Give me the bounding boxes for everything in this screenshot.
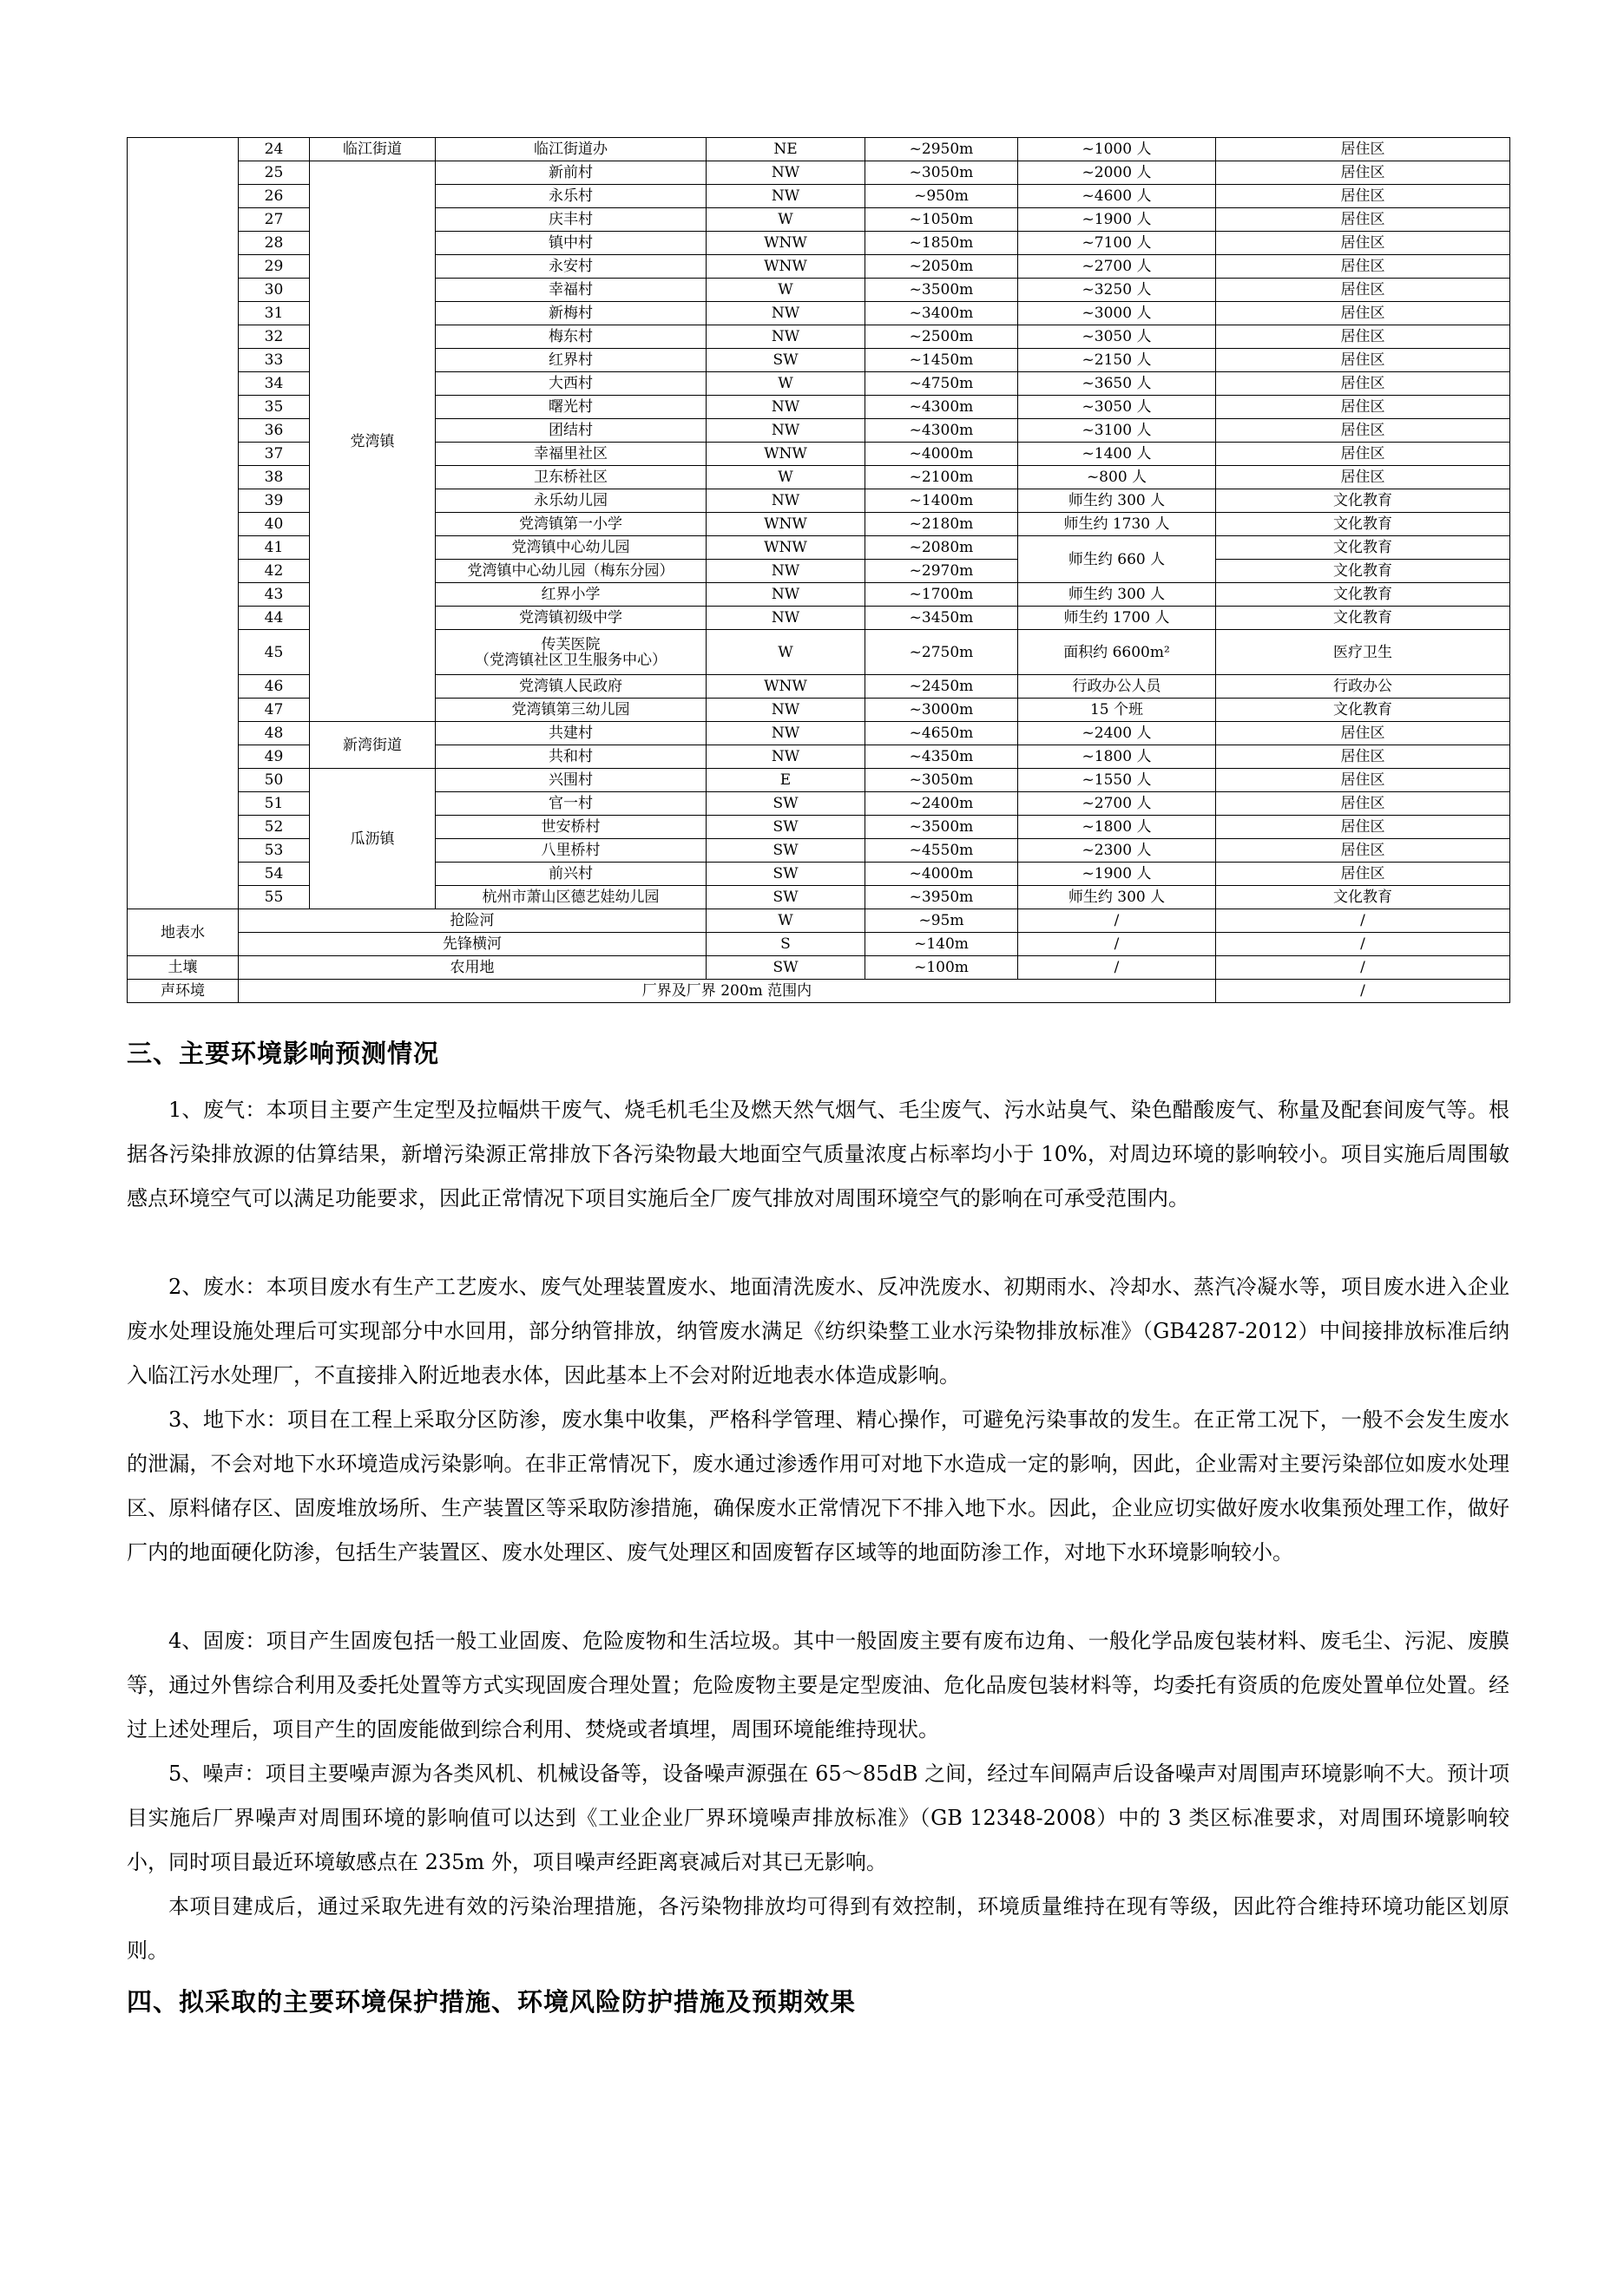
distance-cell: ~2400m: [865, 792, 1018, 816]
function-cell: 居住区: [1216, 722, 1510, 745]
distance-cell: ~1450m: [865, 349, 1018, 372]
row-number-cell: 51: [239, 792, 310, 816]
function-cell: 居住区: [1216, 769, 1510, 792]
scale-cell: ~2700 人: [1018, 792, 1216, 816]
function-cell: 行政办公: [1216, 675, 1510, 699]
point-name-cell: 红界村: [436, 349, 707, 372]
scale-cell: ~3000 人: [1018, 302, 1216, 325]
row-number-cell: 44: [239, 607, 310, 630]
distance-cell: ~4550m: [865, 839, 1018, 863]
distance-cell: ~100m: [865, 956, 1018, 980]
point-name-cell: 八里桥村: [436, 839, 707, 863]
point-name-cell: 先锋横河: [239, 933, 707, 956]
point-name-cell: [436, 630, 707, 675]
direction-cell: NW: [707, 325, 865, 349]
point-name-cell: 农用地: [239, 956, 707, 980]
direction-cell: NW: [707, 161, 865, 185]
scale-cell: ~1400 人: [1018, 443, 1216, 466]
row-number-cell: 48: [239, 722, 310, 745]
direction-cell: NW: [707, 699, 865, 722]
row-number-cell: 32: [239, 325, 310, 349]
function-cell: /: [1216, 909, 1510, 933]
point-name-cell: 梅东村: [436, 325, 707, 349]
distance-cell: ~140m: [865, 933, 1018, 956]
function-cell: 居住区: [1216, 443, 1510, 466]
function-cell: 居住区: [1216, 232, 1510, 255]
distance-cell: ~2050m: [865, 255, 1018, 279]
row-number-cell: 47: [239, 699, 310, 722]
point-name-cell: 党湾镇人民政府: [436, 675, 707, 699]
town-cell: 新湾街道: [310, 722, 436, 769]
point-name-line: （党湾镇社区卫生服务中心）: [475, 651, 667, 669]
distance-cell: ~4750m: [865, 372, 1018, 396]
function-cell: 居住区: [1216, 745, 1510, 769]
point-name-line: 传芙医院: [541, 635, 601, 653]
point-name-cell: 党湾镇第三幼儿园: [436, 699, 707, 722]
direction-cell: SW: [707, 886, 865, 909]
scale-cell: ~3050 人: [1018, 325, 1216, 349]
function-cell: 居住区: [1216, 161, 1510, 185]
row-number-cell: 49: [239, 745, 310, 769]
direction-cell: W: [707, 279, 865, 302]
table-row: [128, 909, 1510, 933]
point-name-cell: 党湾镇第一小学: [436, 513, 707, 536]
row-number-cell: 37: [239, 443, 310, 466]
distance-cell: ~2500m: [865, 325, 1018, 349]
direction-cell: NE: [707, 138, 865, 161]
row-number-cell: 26: [239, 185, 310, 208]
function-cell: 居住区: [1216, 863, 1510, 886]
scale-cell: /: [1018, 933, 1216, 956]
row-number-cell: 43: [239, 583, 310, 607]
function-cell: 居住区: [1216, 372, 1510, 396]
table-row: [128, 722, 1510, 745]
point-name-cell: 庆丰村: [436, 208, 707, 232]
distance-cell: ~950m: [865, 185, 1018, 208]
point-name-cell: 前兴村: [436, 863, 707, 886]
direction-cell: NW: [707, 302, 865, 325]
point-name-cell: 红界小学: [436, 583, 707, 607]
point-name-cell: 抢险河: [239, 909, 707, 933]
function-cell: 居住区: [1216, 302, 1510, 325]
scale-cell: ~800 人: [1018, 466, 1216, 489]
direction-cell: S: [707, 933, 865, 956]
distance-cell: ~1400m: [865, 489, 1018, 513]
sensitive-points-table: [127, 137, 1510, 1003]
point-name-cell: 团结村: [436, 419, 707, 443]
point-name-cell: 永乐村: [436, 185, 707, 208]
direction-cell: SW: [707, 349, 865, 372]
distance-cell: ~4300m: [865, 419, 1018, 443]
distance-cell: ~3050m: [865, 161, 1018, 185]
direction-cell: NW: [707, 722, 865, 745]
direction-cell: NW: [707, 419, 865, 443]
row-number-cell: 30: [239, 279, 310, 302]
row-number-cell: 28: [239, 232, 310, 255]
function-cell: 文化教育: [1216, 560, 1510, 583]
table-body: [128, 138, 1510, 1003]
row-number-cell: 42: [239, 560, 310, 583]
point-name-cell: 幸福里社区: [436, 443, 707, 466]
scale-cell: ~3100 人: [1018, 419, 1216, 443]
distance-cell: ~1850m: [865, 232, 1018, 255]
direction-cell: WNW: [707, 232, 865, 255]
distance-cell: ~4650m: [865, 722, 1018, 745]
distance-cell: ~3500m: [865, 816, 1018, 839]
row-number-cell: 45: [239, 630, 310, 675]
table-row: [128, 138, 1510, 161]
direction-cell: SW: [707, 956, 865, 980]
table-row: [128, 980, 1510, 1003]
direction-cell: NW: [707, 396, 865, 419]
function-cell: 居住区: [1216, 255, 1510, 279]
row-number-cell: 25: [239, 161, 310, 185]
direction-cell: E: [707, 769, 865, 792]
direction-cell: NW: [707, 489, 865, 513]
direction-cell: NW: [707, 560, 865, 583]
function-cell: 医疗卫生: [1216, 630, 1510, 675]
section-3-heading: 三、主要环境影响预测情况: [127, 1039, 440, 1068]
row-number-cell: 24: [239, 138, 310, 161]
scale-cell: ~7100 人: [1018, 232, 1216, 255]
function-cell: 文化教育: [1216, 583, 1510, 607]
scale-cell: ~2000 人: [1018, 161, 1216, 185]
row-number-cell: 36: [239, 419, 310, 443]
row-number-cell: 41: [239, 536, 310, 560]
distance-cell: ~2180m: [865, 513, 1018, 536]
row-number-cell: 31: [239, 302, 310, 325]
category-cell: 地表水: [128, 909, 239, 956]
point-name-cell: 卫东桥社区: [436, 466, 707, 489]
row-number-cell: 40: [239, 513, 310, 536]
row-number-cell: 35: [239, 396, 310, 419]
direction-cell: NW: [707, 583, 865, 607]
direction-cell: WNW: [707, 513, 865, 536]
direction-cell: WNW: [707, 443, 865, 466]
scale-cell: ~3650 人: [1018, 372, 1216, 396]
direction-cell: WNW: [707, 255, 865, 279]
scale-cell: 面积约 6600m²: [1018, 630, 1216, 675]
function-cell: 文化教育: [1216, 699, 1510, 722]
distance-cell: ~2950m: [865, 138, 1018, 161]
scale-cell: 15 个班: [1018, 699, 1216, 722]
row-number-cell: 55: [239, 886, 310, 909]
point-name-cell: 共建村: [436, 722, 707, 745]
distance-cell: ~3500m: [865, 279, 1018, 302]
paragraph-waste-water: 2、废水：本项目废水有生产工艺废水、废气处理装置废水、地面清洗废水、反冲洗废水、初期雨水、冷却水、蒸汽冷凝水等，项目废水进入企业废水处理设施处理后可实现部分中水回用，部分纳管排放，纳管废水满足《纺织染整工业水污染物排放标准》（GB4287-2012）中间接排放标准后纳入临江污水处理厂，不直接排入附近地表水体，因此基本上不会对附近地表水体造成影响。: [127, 1275, 1509, 1387]
scale-cell: ~1550 人: [1018, 769, 1216, 792]
row-number-cell: 38: [239, 466, 310, 489]
function-cell: 居住区: [1216, 138, 1510, 161]
scale-cell: ~4600 人: [1018, 185, 1216, 208]
row-number-cell: 53: [239, 839, 310, 863]
scale-cell: ~2700 人: [1018, 255, 1216, 279]
table-row: [128, 956, 1510, 980]
scale-cell: /: [1018, 956, 1216, 980]
point-name-cell: 兴围村: [436, 769, 707, 792]
section-4-heading: 四、拟采取的主要环境保护措施、环境风险防护措施及预期效果: [127, 1987, 857, 2017]
distance-cell: ~3950m: [865, 886, 1018, 909]
scale-cell: ~3050 人: [1018, 396, 1216, 419]
point-name-cell: 新前村: [436, 161, 707, 185]
paragraph-noise: 5、噪声：项目主要噪声源为各类风机、机械设备等，设备噪声源强在 65～85dB 之间，经过车间隔声后设备噪声对周围声环境影响不大。预计项目实施后厂界噪声对周围环境的影响值可以达到《工业企业厂界环境噪声排放标准》（GB 12348-2008）中的 3 类区标准要求，对周围环境影响较小，同时项目最近环境敏感点在 235m 外，项目噪声经距离衰减后对其已无影响。: [127, 1761, 1509, 1874]
scale-cell: ~3250 人: [1018, 279, 1216, 302]
direction-cell: SW: [707, 792, 865, 816]
direction-cell: W: [707, 372, 865, 396]
function-cell: 居住区: [1216, 466, 1510, 489]
town-cell: 瓜沥镇: [310, 769, 436, 909]
scale-cell: ~1000 人: [1018, 138, 1216, 161]
row-number-cell: 33: [239, 349, 310, 372]
function-cell: 文化教育: [1216, 607, 1510, 630]
point-name-cell: 永乐幼儿园: [436, 489, 707, 513]
scale-cell: ~1900 人: [1018, 863, 1216, 886]
town-cell: 临江街道: [310, 138, 436, 161]
function-cell: /: [1216, 980, 1510, 1003]
distance-cell: ~3400m: [865, 302, 1018, 325]
point-name-cell: 共和村: [436, 745, 707, 769]
scale-cell: ~1800 人: [1018, 745, 1216, 769]
distance-cell: ~2080m: [865, 536, 1018, 560]
scale-cell: ~1900 人: [1018, 208, 1216, 232]
paragraph-solid-waste: 4、固废：项目产生固废包括一般工业固废、危险废物和生活垃圾。其中一般固废主要有废布边角、一般化学品废包装材料、废毛尘、污泥、废膜等，通过外售综合利用及委托处置等方式实现固废合理处置；危险废物主要是定型废油、危化品废包装材料等，均委托有资质的危废处置单位处置。经过上述处理后，项目产生的固废能做到综合利用、焚烧或者填埋，周围环境能维持现状。: [127, 1629, 1509, 1742]
row-number-cell: 46: [239, 675, 310, 699]
paragraph-conclusion: 本项目建成后，通过采取先进有效的污染治理措施，各污染物排放均可得到有效控制，环境质量维持在现有等级，因此符合维持环境功能区划原则。: [127, 1894, 1509, 1963]
distance-cell: ~4000m: [865, 863, 1018, 886]
distance-cell: ~2970m: [865, 560, 1018, 583]
point-name-cell: 党湾镇初级中学: [436, 607, 707, 630]
point-name-cell: 曙光村: [436, 396, 707, 419]
paragraph-waste-gas: 1、废气：本项目主要产生定型及拉幅烘干废气、烧毛机毛尘及燃天然气烟气、毛尘废气、污水站臭气、染色醋酸废气、称量及配套间废气等。根据各污染排放源的估算结果，新增污染源正常排放下各污染物最大地面空气质量浓度占标率均小于 10%，对周边环境的影响较小。项目实施后周围敏感点环境空气可以满足功能要求，因此正常情况下项目实施后全厂废气排放对周围环境空气的影响在可承受范围内。: [127, 1098, 1509, 1210]
scale-cell: ~1800 人: [1018, 816, 1216, 839]
paragraph-groundwater: 3、地下水：项目在工程上采取分区防渗，废水集中收集，严格科学管理、精心操作，可避免污染事故的发生。在正常工况下，一般不会发生废水的泄漏，不会对地下水环境造成污染影响。在非正常情况下，废水通过渗透作用可对地下水造成一定的影响，因此，企业需对主要污染部位如废水处理区、原料储存区、固废堆放场所、生产装置区等采取防渗措施，确保废水正常情况下不排入地下水。因此，企业应切实做好废水收集预处理工作，做好厂内的地面硬化防渗，包括生产装置区、废水处理区、废气处理区和固废暂存区域等的地面防渗工作，对地下水环境影响较小。: [127, 1407, 1509, 1565]
row-number-cell: 34: [239, 372, 310, 396]
scale-cell: 师生约 660 人: [1018, 536, 1216, 583]
distance-cell: ~1050m: [865, 208, 1018, 232]
function-cell: 居住区: [1216, 396, 1510, 419]
point-name-cell: 杭州市萧山区德艺娃幼儿园: [436, 886, 707, 909]
distance-cell: ~3450m: [865, 607, 1018, 630]
point-name-cell: 新梅村: [436, 302, 707, 325]
distance-cell: ~4000m: [865, 443, 1018, 466]
function-cell: 文化教育: [1216, 489, 1510, 513]
scale-cell: /: [1018, 909, 1216, 933]
scale-cell: 师生约 1730 人: [1018, 513, 1216, 536]
table-row: [128, 769, 1510, 792]
function-cell: 居住区: [1216, 279, 1510, 302]
function-cell: 文化教育: [1216, 536, 1510, 560]
scale-cell: 师生约 1700 人: [1018, 607, 1216, 630]
point-name-cell: 幸福村: [436, 279, 707, 302]
direction-cell: W: [707, 466, 865, 489]
function-cell: 居住区: [1216, 839, 1510, 863]
point-name-cell: 官一村: [436, 792, 707, 816]
distance-cell: ~4350m: [865, 745, 1018, 769]
point-name-cell: 世安桥村: [436, 816, 707, 839]
row-number-cell: 27: [239, 208, 310, 232]
function-cell: 居住区: [1216, 419, 1510, 443]
distance-cell: ~3050m: [865, 769, 1018, 792]
scale-cell: 行政办公人员: [1018, 675, 1216, 699]
point-name-cell: 党湾镇中心幼儿园（梅东分园）: [436, 560, 707, 583]
scale-cell: 师生约 300 人: [1018, 886, 1216, 909]
distance-cell: ~3000m: [865, 699, 1018, 722]
function-cell: /: [1216, 956, 1510, 980]
row-number-cell: 50: [239, 769, 310, 792]
scale-cell: 师生约 300 人: [1018, 583, 1216, 607]
point-name-cell: 临江街道办: [436, 138, 707, 161]
function-cell: /: [1216, 933, 1510, 956]
distance-cell: ~2100m: [865, 466, 1018, 489]
function-cell: 居住区: [1216, 792, 1510, 816]
point-name-cell: 厂界及厂界 200m 范围内: [239, 980, 1216, 1003]
direction-cell: SW: [707, 816, 865, 839]
function-cell: 文化教育: [1216, 513, 1510, 536]
distance-cell: ~2750m: [865, 630, 1018, 675]
direction-cell: WNW: [707, 675, 865, 699]
distance-cell: ~1700m: [865, 583, 1018, 607]
row-number-cell: 29: [239, 255, 310, 279]
town-cell: 党湾镇: [310, 161, 436, 722]
function-cell: 文化教育: [1216, 886, 1510, 909]
function-cell: 居住区: [1216, 325, 1510, 349]
distance-cell: ~2450m: [865, 675, 1018, 699]
category-cell: [128, 138, 239, 909]
scale-cell: ~2400 人: [1018, 722, 1216, 745]
function-cell: 居住区: [1216, 208, 1510, 232]
row-number-cell: 39: [239, 489, 310, 513]
row-number-cell: 52: [239, 816, 310, 839]
direction-cell: W: [707, 208, 865, 232]
table-row: [128, 933, 1510, 956]
distance-cell: ~95m: [865, 909, 1018, 933]
direction-cell: NW: [707, 607, 865, 630]
function-cell: 居住区: [1216, 349, 1510, 372]
function-cell: 居住区: [1216, 185, 1510, 208]
scale-cell: ~2300 人: [1018, 839, 1216, 863]
point-name-cell: 永安村: [436, 255, 707, 279]
point-name-cell: 镇中村: [436, 232, 707, 255]
category-cell: 声环境: [128, 980, 239, 1003]
point-name-cell: 党湾镇中心幼儿园: [436, 536, 707, 560]
row-number-cell: 54: [239, 863, 310, 886]
distance-cell: ~4300m: [865, 396, 1018, 419]
function-cell: 居住区: [1216, 816, 1510, 839]
direction-cell: W: [707, 909, 865, 933]
direction-cell: SW: [707, 839, 865, 863]
category-cell: 土壤: [128, 956, 239, 980]
point-name-cell: 大西村: [436, 372, 707, 396]
scale-cell: 师生约 300 人: [1018, 489, 1216, 513]
table-row: [128, 161, 1510, 185]
direction-cell: NW: [707, 745, 865, 769]
direction-cell: WNW: [707, 536, 865, 560]
direction-cell: W: [707, 630, 865, 675]
direction-cell: SW: [707, 863, 865, 886]
scale-cell: ~2150 人: [1018, 349, 1216, 372]
direction-cell: NW: [707, 185, 865, 208]
